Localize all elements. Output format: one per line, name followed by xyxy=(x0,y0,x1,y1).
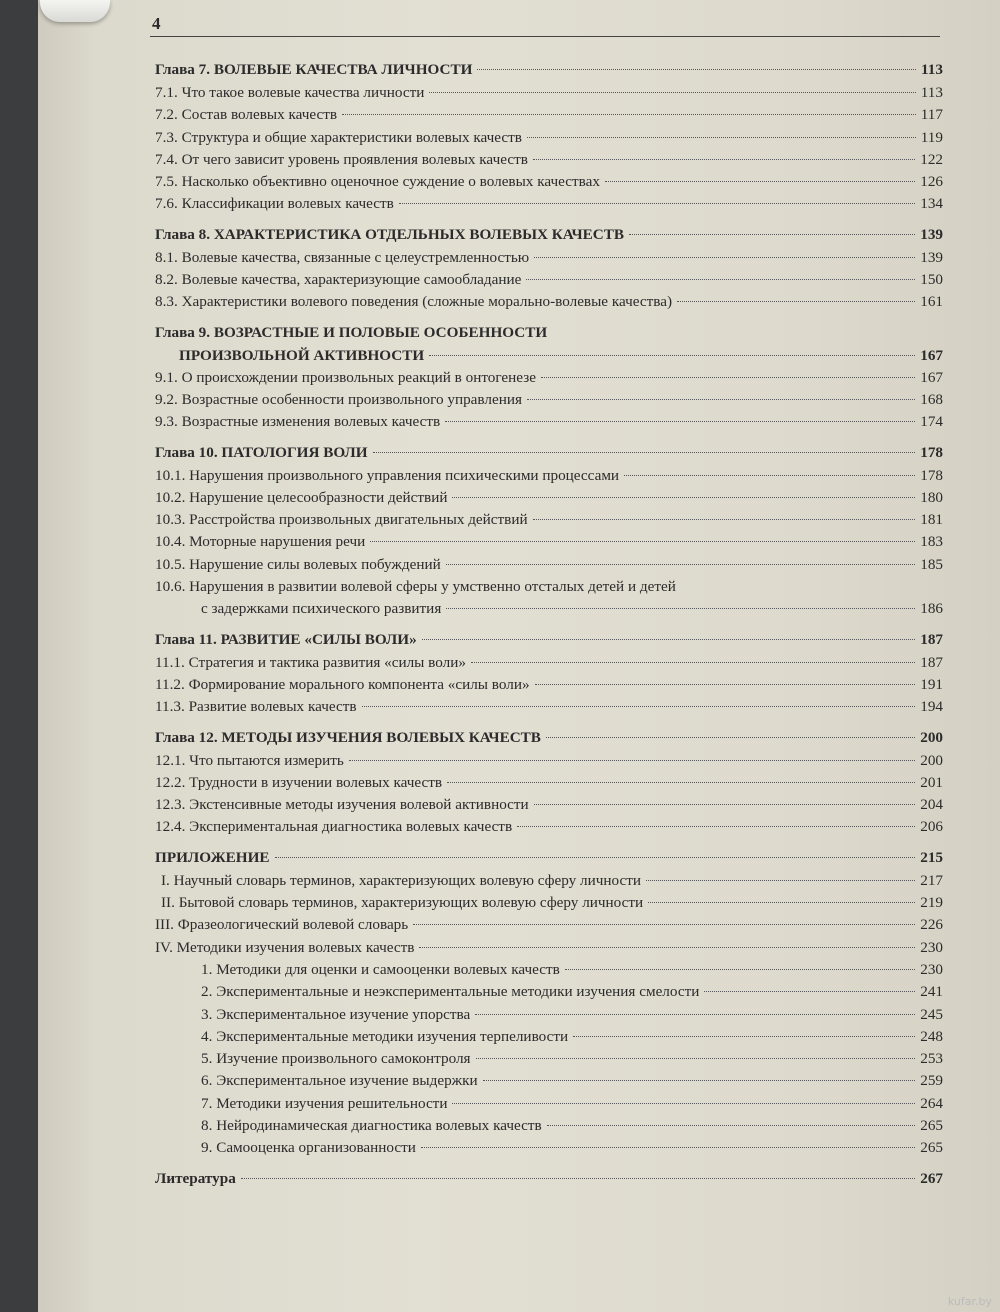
toc-entry-page: 178 xyxy=(920,443,943,461)
toc-entry-page: 139 xyxy=(920,225,943,243)
toc-entry-title: 12.3. Экстенсивные методы изучения волевой активности xyxy=(155,796,529,814)
toc-entry-page: 167 xyxy=(920,346,943,364)
toc-entry xyxy=(155,1115,943,1137)
toc-entry xyxy=(155,104,943,126)
toc-entry xyxy=(155,816,943,838)
dot-leader xyxy=(533,519,916,520)
toc-entry-page: 245 xyxy=(920,1005,943,1023)
toc-entry xyxy=(155,892,943,914)
toc-entry-title: Глава 10. ПАТОЛОГИЯ ВОЛИ xyxy=(155,443,368,461)
toc-entry xyxy=(155,291,943,313)
toc-entry-page: 167 xyxy=(920,368,943,386)
toc-entry-title: 10.6. Нарушения в развитии волевой сферы у умственно отсталых детей и детей xyxy=(155,578,676,596)
toc-entry-title: Глава 8. ХАРАКТЕРИСТИКА ОТДЕЛЬНЫХ ВОЛЕВЫХ КАЧЕСТВ xyxy=(155,225,624,243)
toc-entry xyxy=(155,441,943,465)
dot-leader xyxy=(275,857,916,858)
dot-leader xyxy=(527,137,916,138)
toc-entry-title: 7.2. Состав волевых качеств xyxy=(155,106,338,124)
toc-entry-title: 8.3. Характеристики волевого поведения (сложные морально-волевые качества) xyxy=(155,293,673,311)
toc-entry-title: 9.2. Возрастные особенности произвольного управления xyxy=(155,390,522,408)
toc-entry xyxy=(155,345,943,367)
toc-entry xyxy=(155,171,943,193)
dot-leader xyxy=(452,1103,915,1104)
toc-entry xyxy=(155,1137,943,1159)
toc-entry-title: Глава 7. ВОЛЕВЫЕ КАЧЕСТВА ЛИЧНОСТИ xyxy=(155,61,473,78)
toc-entry xyxy=(155,321,943,345)
toc-entry xyxy=(155,1048,943,1070)
toc-entry-title: 6. Экспериментальное изучение выдержки xyxy=(201,1072,478,1090)
toc-entry xyxy=(155,1070,943,1092)
toc-entry xyxy=(155,914,943,936)
toc-entry-title: 12.1. Что пытаются измерить xyxy=(155,751,344,769)
dot-leader xyxy=(546,737,915,738)
toc-entry xyxy=(155,652,943,674)
toc-entry-title: Литература xyxy=(155,1169,236,1187)
toc-entry xyxy=(155,959,943,981)
toc-entry-page: 264 xyxy=(920,1094,943,1112)
toc-entry-page: 267 xyxy=(920,1169,943,1187)
toc-entry-title: ПРИЛОЖЕНИЕ xyxy=(155,848,270,866)
dot-leader xyxy=(429,92,915,93)
toc-entry-page: 113 xyxy=(921,61,943,78)
toc-entry-title: Глава 12. МЕТОДЫ ИЗУЧЕНИЯ ВОЛЕВЫХ КАЧЕСТВ xyxy=(155,728,541,746)
toc-entry-page: 204 xyxy=(920,796,943,814)
toc-entry-page: 215 xyxy=(920,848,943,866)
toc-entry-page: 122 xyxy=(920,150,943,168)
toc-entry-title: Глава 9. ВОЗРАСТНЫЕ И ПОЛОВЫЕ ОСОБЕННОСТИ xyxy=(155,323,548,341)
toc-entry-title: 10.2. Нарушение целесообразности действий xyxy=(155,488,448,506)
toc-entry xyxy=(155,531,943,553)
dot-leader xyxy=(476,1058,916,1059)
toc-entry-page: 265 xyxy=(920,1116,943,1134)
toc-entry xyxy=(155,750,943,772)
toc-entry xyxy=(155,1004,943,1026)
toc-entry-page: 168 xyxy=(920,390,943,408)
toc-entry-page: 200 xyxy=(920,728,943,746)
toc-entry-page: 253 xyxy=(920,1050,943,1068)
dot-leader xyxy=(541,377,915,378)
dot-leader xyxy=(704,991,915,992)
dot-leader xyxy=(362,706,916,707)
dot-leader xyxy=(534,804,916,805)
dot-leader xyxy=(677,301,915,302)
dot-leader xyxy=(429,355,915,356)
dot-leader xyxy=(477,69,916,70)
toc-entry-title: 7. Методики изучения решительности xyxy=(201,1094,448,1112)
toc-entry-page: 230 xyxy=(920,938,943,956)
toc-entry-title: 8.2. Волевые качества, характеризующие самообладание xyxy=(155,271,522,289)
toc-entry-page: 185 xyxy=(920,555,943,573)
toc-entry xyxy=(155,193,943,215)
dot-leader xyxy=(422,639,916,640)
toc-entry xyxy=(155,674,943,696)
dot-leader xyxy=(547,1125,916,1126)
toc-entry-title: 10.5. Нарушение силы волевых побуждений xyxy=(155,555,441,573)
dot-leader xyxy=(527,399,915,400)
dot-leader xyxy=(534,257,915,258)
toc-entry xyxy=(155,598,943,620)
header-rule xyxy=(150,36,940,37)
toc-entry-page: 161 xyxy=(920,293,943,311)
dot-leader xyxy=(526,279,915,280)
toc-entry xyxy=(155,772,943,794)
toc-entry-page: 241 xyxy=(920,983,943,1001)
toc-entry xyxy=(155,465,943,487)
toc-entry-page: 117 xyxy=(920,106,943,124)
toc-entry-page: 200 xyxy=(920,751,943,769)
toc-entry xyxy=(155,367,943,389)
toc-entry-page: 265 xyxy=(920,1139,943,1157)
toc-entry-page: 219 xyxy=(920,894,943,912)
page-number: 4 xyxy=(152,14,161,33)
toc-entry xyxy=(155,1093,943,1115)
toc-entry xyxy=(155,389,943,411)
table-of-contents xyxy=(155,58,943,1191)
toc-entry-title: I. Научный словарь терминов, характеризующих волевую сферу личности xyxy=(161,871,641,889)
toc-entry-title: 9.3. Возрастные изменения волевых качеств xyxy=(155,413,441,431)
toc-entry xyxy=(155,223,943,247)
toc-entry xyxy=(155,509,943,531)
toc-entry-page: 134 xyxy=(920,195,943,213)
toc-entry-page: 150 xyxy=(920,271,943,289)
dot-leader xyxy=(370,541,915,542)
dot-leader xyxy=(648,902,915,903)
toc-entry-title: Глава 11. РАЗВИТИЕ «СИЛЫ ВОЛИ» xyxy=(155,630,417,648)
toc-entry-title: 5. Изучение произвольного самоконтроля xyxy=(201,1050,471,1068)
dot-leader xyxy=(483,1080,916,1081)
toc-entry-page: 178 xyxy=(920,466,943,484)
toc-entry-title: 2. Экспериментальные и неэкспериментальные методики изучения смелости xyxy=(201,983,700,1001)
toc-entry-title: 9. Самооценка организованности xyxy=(201,1139,416,1157)
toc-entry-title: 3. Экспериментальное изучение упорства xyxy=(201,1005,471,1023)
toc-entry xyxy=(155,127,943,149)
toc-entry-page: 181 xyxy=(920,511,943,529)
dot-leader xyxy=(475,1014,915,1015)
toc-entry-page: 217 xyxy=(920,871,943,889)
dot-leader xyxy=(565,969,915,970)
toc-entry-title: 12.2. Трудности в изучении волевых качеств xyxy=(155,773,443,791)
toc-entry-page: 186 xyxy=(920,600,943,618)
toc-entry-title: 12.4. Экспериментальная диагностика волевых качеств xyxy=(155,818,513,836)
toc-entry-title: 10.1. Нарушения произвольного управления психическими процессами xyxy=(155,466,620,484)
toc-entry xyxy=(155,937,943,959)
dot-leader xyxy=(421,1147,915,1148)
toc-entry-page: 248 xyxy=(920,1027,943,1045)
toc-entry-title: 10.3. Расстройства произвольных двигательных действий xyxy=(155,511,528,529)
toc-entry xyxy=(155,1167,943,1191)
dot-leader xyxy=(471,662,915,663)
toc-entry-title: 4. Экспериментальные методики изучения терпеливости xyxy=(201,1027,569,1045)
dot-leader xyxy=(446,608,915,609)
toc-entry-page: 194 xyxy=(920,698,943,716)
toc-entry-page: 119 xyxy=(920,128,943,146)
dot-leader xyxy=(535,684,916,685)
toc-entry xyxy=(155,846,943,870)
dot-leader xyxy=(517,826,915,827)
toc-entry-title: с задержками психического развития xyxy=(201,600,442,618)
dot-leader xyxy=(349,760,915,761)
dot-leader xyxy=(413,924,915,925)
toc-entry-title: II. Бытовой словарь терминов, характеризующих волевую сферу личности xyxy=(161,894,644,912)
toc-entry xyxy=(155,981,943,1003)
toc-entry-page: 174 xyxy=(920,413,943,431)
toc-entry-page: 113 xyxy=(920,84,943,101)
dot-leader xyxy=(629,234,915,235)
toc-entry xyxy=(155,58,943,82)
dot-leader xyxy=(533,159,915,160)
toc-entry xyxy=(155,870,943,892)
dot-leader xyxy=(447,782,915,783)
toc-entry-title: IV. Методики изучения волевых качеств xyxy=(155,938,415,956)
dot-leader xyxy=(342,114,916,115)
toc-entry-page: 183 xyxy=(920,533,943,551)
toc-entry-page: 259 xyxy=(920,1072,943,1090)
toc-entry-title: 10.4. Моторные нарушения речи xyxy=(155,533,366,551)
toc-entry-title: 7.4. От чего зависит уровень проявления волевых качеств xyxy=(155,150,528,168)
toc-entry-page: 230 xyxy=(920,960,943,978)
toc-entry-page: 191 xyxy=(920,675,943,693)
toc-entry xyxy=(155,696,943,718)
toc-entry-title: 11.3. Развитие волевых качеств xyxy=(155,698,357,716)
toc-entry xyxy=(155,149,943,171)
toc-entry-title: 8. Нейродинамическая диагностика волевых качеств xyxy=(201,1116,542,1134)
dot-leader xyxy=(241,1178,915,1179)
toc-entry-title: 11.1. Стратегия и тактика развития «силы воли» xyxy=(155,653,466,671)
toc-entry-title: 8.1. Волевые качества, связанные с целеустремленностью xyxy=(155,248,530,266)
toc-entry xyxy=(155,554,943,576)
toc-entry-title: ПРОИЗВОЛЬНОЙ АКТИВНОСТИ xyxy=(179,346,425,364)
dot-leader xyxy=(399,203,915,204)
toc-entry xyxy=(155,247,943,269)
toc-entry xyxy=(155,411,943,433)
toc-entry-title: 1. Методики для оценки и самооценки волевых качеств xyxy=(201,960,560,978)
toc-entry xyxy=(155,576,943,598)
dot-leader xyxy=(445,421,915,422)
toc-entry xyxy=(155,82,943,104)
toc-entry-title: 11.2. Формирование морального компонента «силы воли» xyxy=(155,675,530,693)
toc-entry-title: 7.1. Что такое волевые качества личности xyxy=(155,84,425,101)
toc-entry xyxy=(155,794,943,816)
pen-cap-object xyxy=(40,0,110,22)
watermark: kufar.by xyxy=(947,1295,992,1308)
dot-leader xyxy=(446,564,916,565)
dot-leader xyxy=(452,497,915,498)
dot-leader xyxy=(419,947,915,948)
toc-entry-title: 7.3. Структура и общие характеристики волевых качеств xyxy=(155,128,522,146)
toc-entry xyxy=(155,269,943,291)
toc-entry xyxy=(155,726,943,750)
toc-entry-page: 180 xyxy=(920,488,943,506)
toc-entry-page: 226 xyxy=(920,916,943,934)
toc-entry-page: 206 xyxy=(920,818,943,836)
dot-leader xyxy=(624,475,915,476)
toc-entry-title: 7.6. Классификации волевых качеств xyxy=(155,195,394,213)
toc-entry-page: 187 xyxy=(920,630,943,648)
toc-entry xyxy=(155,628,943,652)
toc-entry-page: 187 xyxy=(920,653,943,671)
dot-leader xyxy=(605,181,915,182)
toc-entry-page: 139 xyxy=(920,248,943,266)
toc-entry-page: 126 xyxy=(920,173,943,191)
toc-entry xyxy=(155,1026,943,1048)
dot-leader xyxy=(573,1036,915,1037)
toc-entry xyxy=(155,487,943,509)
toc-entry-title: 7.5. Насколько объективно оценочное суждение о волевых качествах xyxy=(155,173,600,191)
toc-entry-title: III. Фразеологический волевой словарь xyxy=(155,916,409,934)
toc-entry-page: 201 xyxy=(920,773,943,791)
dot-leader xyxy=(373,452,916,453)
dot-leader xyxy=(646,880,915,881)
toc-entry-title: 9.1. О происхождении произвольных реакций в онтогенезе xyxy=(155,368,536,386)
